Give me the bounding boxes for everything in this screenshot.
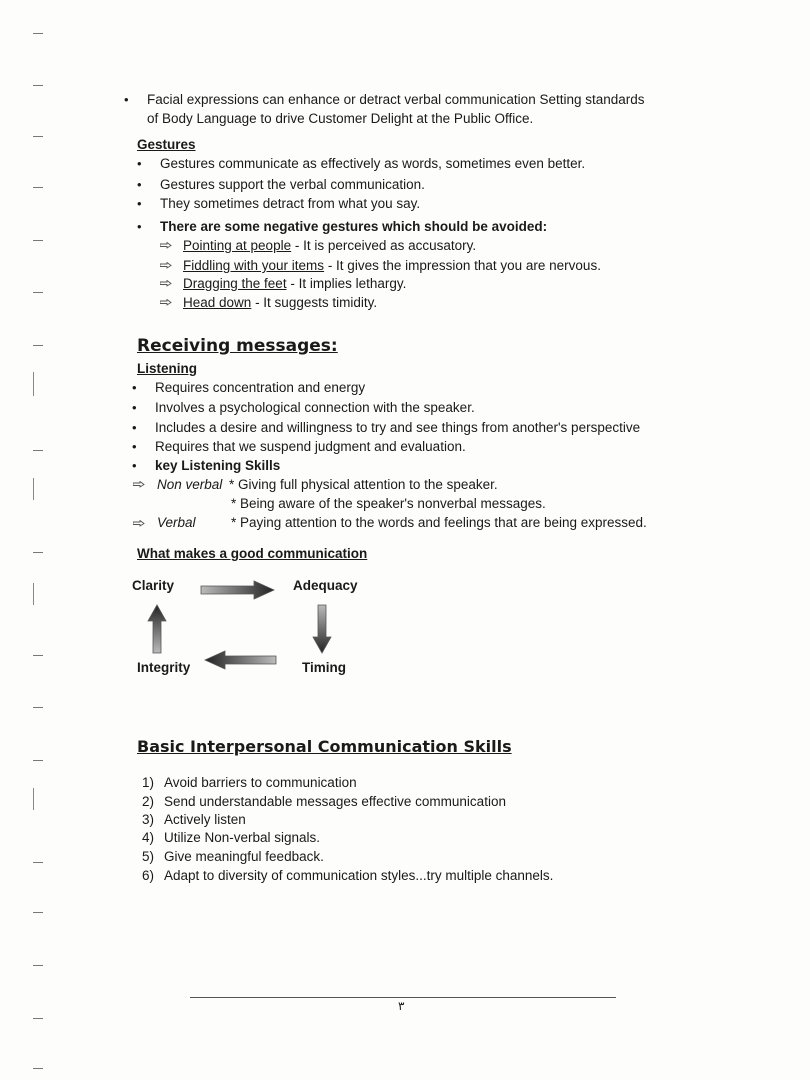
label-integrity: Integrity — [137, 660, 191, 675]
label-timing: Timing — [302, 660, 347, 675]
right-arrow-icon — [198, 578, 278, 602]
list-number: 4) — [142, 830, 155, 845]
up-arrow-icon — [145, 603, 169, 655]
list-number: 2) — [142, 794, 155, 809]
nonverbal-skill-1: * Giving full physical attention to the speaker. — [229, 477, 498, 492]
bullet-dot: • — [137, 196, 142, 211]
bullet-dot: • — [137, 177, 142, 192]
bullet-dot: • — [132, 420, 137, 435]
bullet-dot: • — [132, 439, 137, 454]
bullet-dot: • — [132, 400, 137, 415]
list-item: They sometimes detract from what you say. — [160, 196, 421, 211]
pointing-hand-icon — [160, 280, 172, 287]
negative-gesture-item: Pointing at people - It is perceived as accusatory. — [183, 238, 477, 253]
list-item: Includes a desire and willingness to try and see things from another's perspective — [155, 420, 641, 435]
interpersonal-heading: Basic Interpersonal Communication Skills — [137, 737, 512, 756]
negative-gesture-item: Dragging the feet - It implies lethargy. — [183, 276, 407, 291]
listening-subheading: Listening — [137, 361, 197, 376]
good-communication-heading: What makes a good communication — [137, 546, 368, 561]
label-clarity: Clarity — [132, 578, 175, 593]
intro-line-2: of Body Language to drive Customer Delight at the Public Office. — [147, 111, 534, 126]
key-skills-heading: key Listening Skills — [155, 458, 281, 473]
pointing-hand-icon — [160, 242, 172, 249]
pointing-hand-icon — [133, 520, 145, 527]
pointing-hand-icon — [160, 299, 172, 306]
footer-rule — [190, 997, 616, 998]
list-number: 5) — [142, 849, 155, 864]
pointing-hand-icon — [133, 481, 145, 488]
list-item: Give meaningful feedback. — [164, 849, 324, 864]
list-item: Actively listen — [164, 812, 246, 827]
list-number: 1) — [142, 775, 155, 790]
bullet-dot: • — [124, 92, 129, 107]
list-item: Involves a psychological connection with the speaker. — [155, 400, 475, 415]
negative-gesture-item: Head down - It suggests timidity. — [183, 295, 378, 310]
gestures-heading: Gestures — [137, 137, 196, 152]
left-arrow-icon — [203, 648, 279, 672]
receiving-heading: Receiving messages: — [137, 336, 338, 356]
verbal-label: Verbal — [157, 515, 196, 530]
page-number: ٣ — [398, 999, 405, 1013]
list-number: 3) — [142, 812, 155, 827]
label-adequacy: Adequacy — [293, 578, 358, 593]
list-item: Requires concentration and energy — [155, 380, 366, 395]
negative-gestures-heading: There are some negative gestures which should be avoided: — [160, 219, 548, 234]
negative-gesture-item: Fiddling with your items - It gives the impression that you are nervous. — [183, 258, 601, 273]
list-number: 6) — [142, 868, 155, 883]
bullet-dot: • — [132, 458, 137, 473]
list-item: Utilize Non-verbal signals. — [164, 830, 321, 845]
bullet-dot: • — [137, 156, 142, 171]
list-item: Requires that we suspend judgment and evaluation. — [155, 439, 466, 454]
intro-line-1: Facial expressions can enhance or detract verbal communication Setting standards — [147, 92, 645, 107]
nonverbal-label: Non verbal — [157, 477, 223, 492]
verbal-skill-1: * Paying attention to the words and feelings that are being expressed. — [231, 515, 647, 530]
list-item: Gestures communicate as effectively as words, sometimes even better. — [160, 156, 586, 171]
list-item: Adapt to diversity of communication styles...try multiple channels. — [164, 868, 554, 883]
list-item: Send understandable messages effective communication — [164, 794, 506, 809]
down-arrow-icon — [310, 603, 334, 655]
pointing-hand-icon — [160, 262, 172, 269]
nonverbal-skill-2: * Being aware of the speaker's nonverbal messages. — [231, 496, 546, 511]
list-item: Avoid barriers to communication — [164, 775, 357, 790]
bullet-dot: • — [132, 380, 137, 395]
bullet-dot: • — [137, 219, 142, 234]
list-item: Gestures support the verbal communication. — [160, 177, 425, 192]
